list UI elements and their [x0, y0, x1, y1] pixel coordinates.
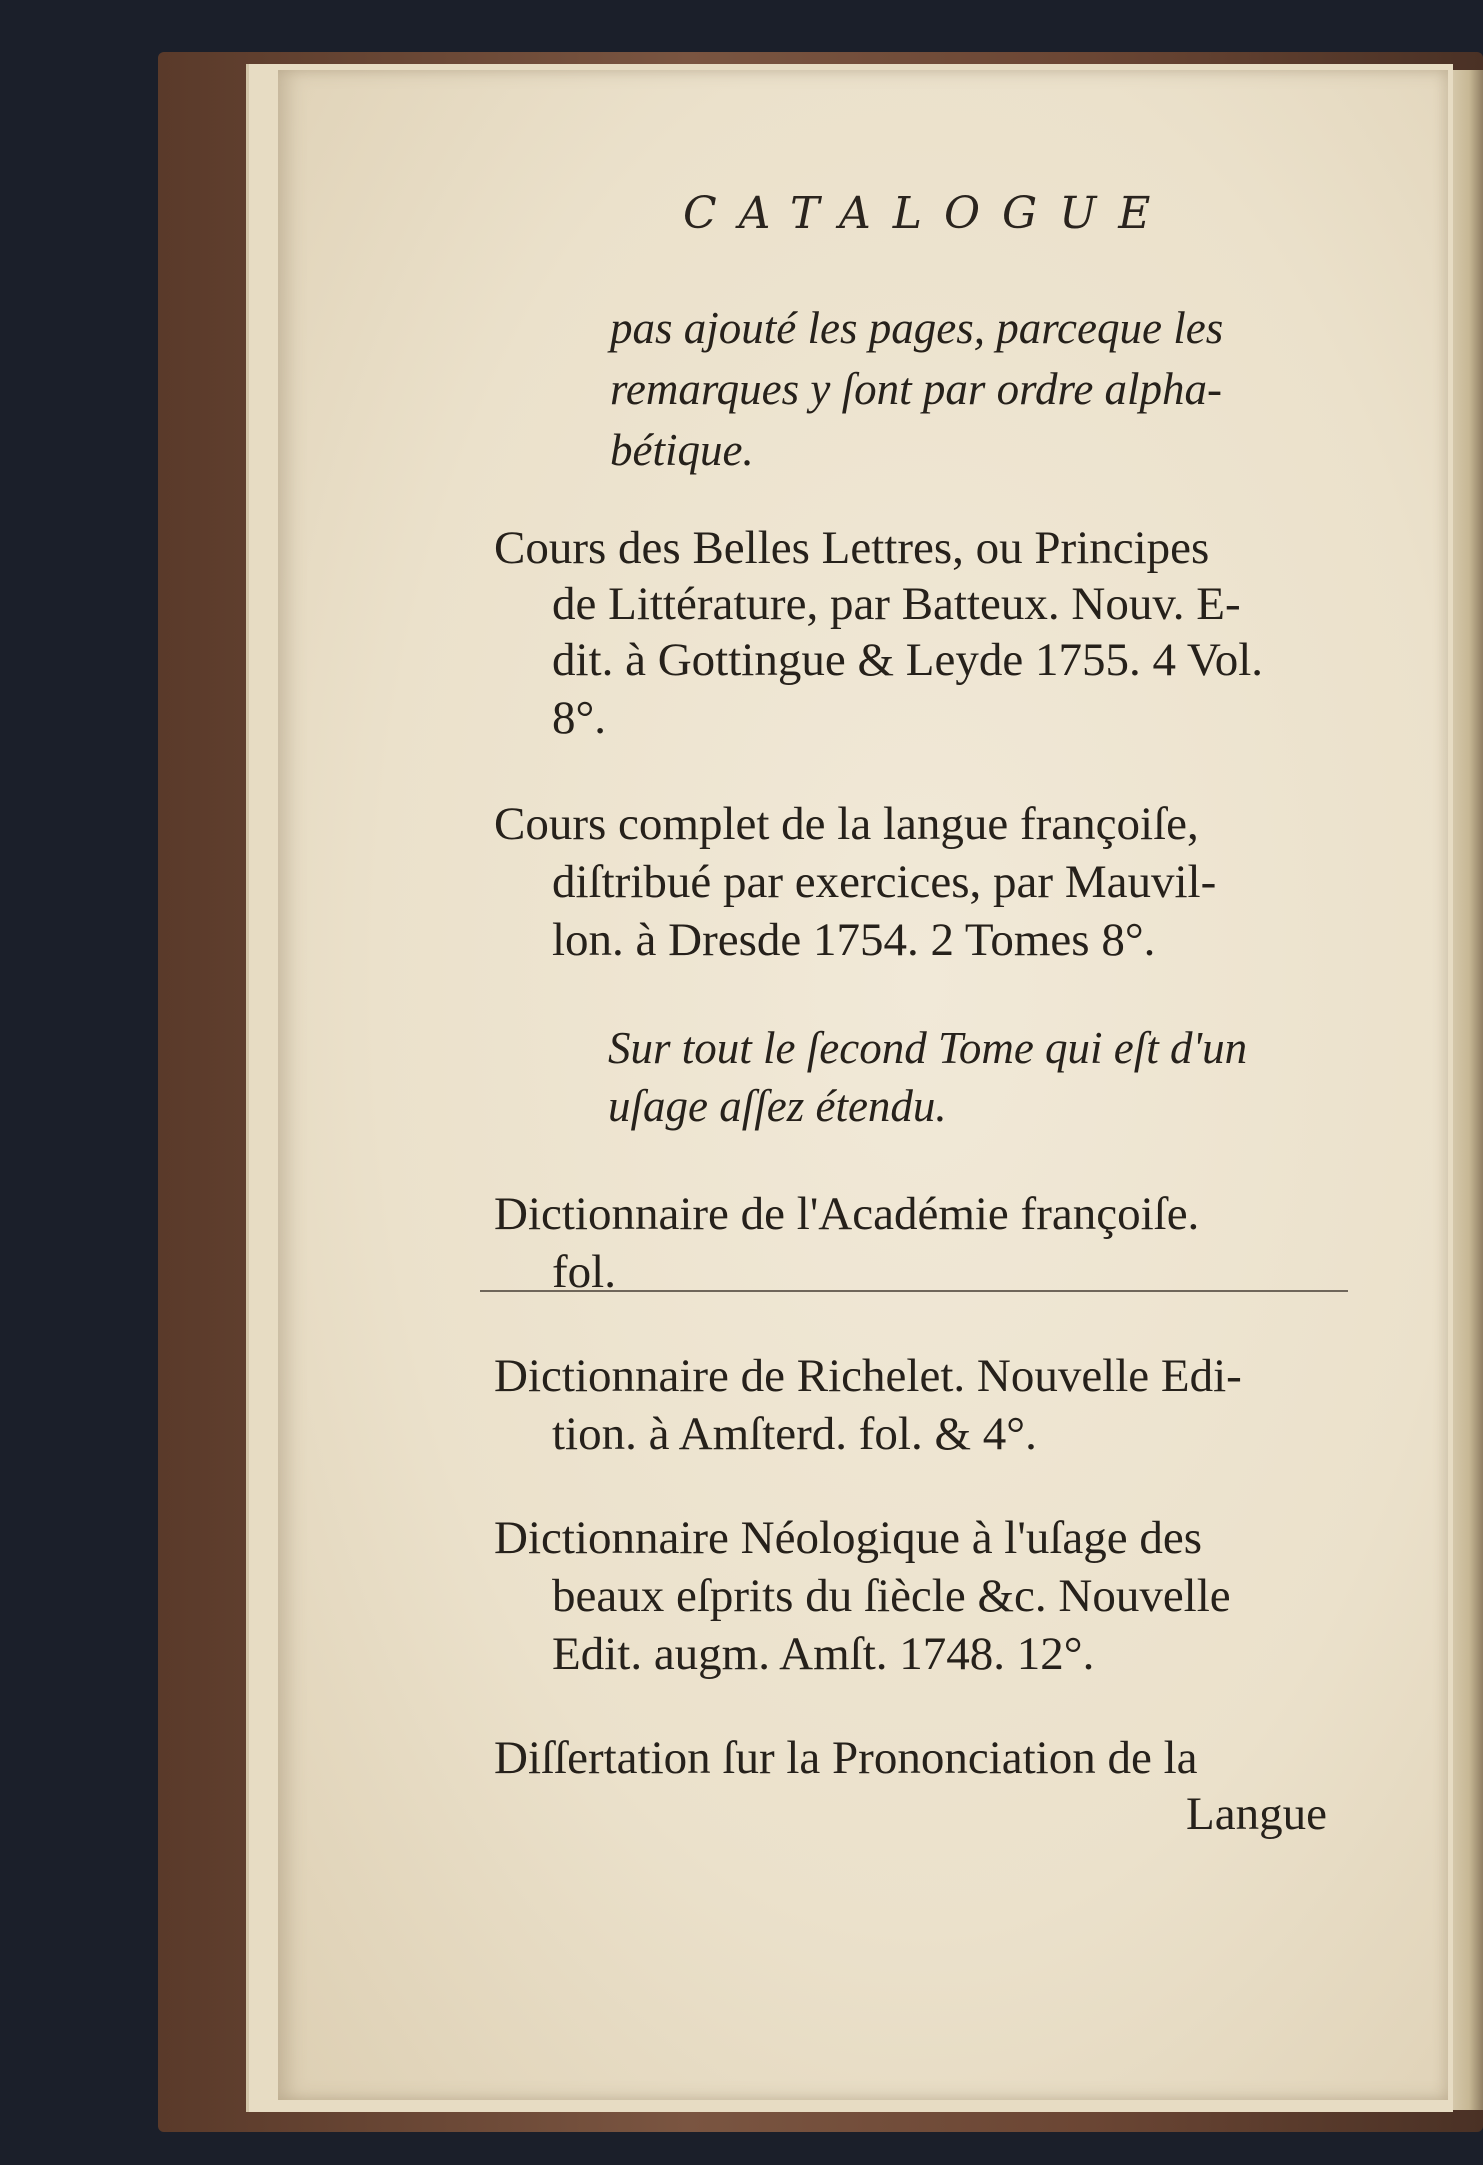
text-line: pas ajouté les pages, parceque les: [610, 303, 1224, 353]
facing-page-edge: [1448, 70, 1483, 2110]
text-line: Dictionnaire de l'Académie françoiſe.: [494, 1188, 1200, 1240]
printed-rule: [480, 1290, 1348, 1292]
running-head: CATALOGUE: [683, 188, 1173, 239]
text-line: Dictionnaire Néologique à l'uſage des: [494, 1512, 1203, 1564]
text-line: lon. à Dresde 1754. 2 Tomes 8°.: [552, 914, 1156, 966]
text-line: Sur tout le ſecond Tome qui eſt d'un: [608, 1023, 1248, 1073]
text-line: de Littérature, par Batteux. Nouv. E-: [552, 578, 1241, 630]
text-line: Diſſertation ſur la Prononciation de la: [494, 1732, 1198, 1784]
text-line: bétique.: [610, 425, 754, 475]
catchword: Langue: [1186, 1788, 1327, 1840]
text-line: Cours complet de la langue françoiſe,: [494, 798, 1199, 850]
text-line: diſtribué par exercices, par Mauvil-: [552, 856, 1217, 908]
text-line: remarques y ſont par ordre alpha-: [610, 364, 1223, 414]
text-line: uſage aſſez étendu.: [608, 1081, 947, 1131]
text-line: 8°.: [552, 692, 607, 744]
text-line: fol.: [552, 1246, 616, 1298]
text-line: Dictionnaire de Richelet. Nouvelle Edi-: [494, 1350, 1242, 1402]
text-line: tion. à Amſterd. fol. & 4°.: [552, 1408, 1037, 1460]
text-line: dit. à Gottingue & Leyde 1755. 4 Vol.: [552, 634, 1264, 686]
text-line: Cours des Belles Lettres, ou Principes: [494, 522, 1210, 574]
text-line: beaux eſprits du ſiècle &c. Nouvelle: [552, 1570, 1231, 1622]
text-line: Edit. augm. Amſt. 1748. 12°.: [552, 1628, 1095, 1680]
